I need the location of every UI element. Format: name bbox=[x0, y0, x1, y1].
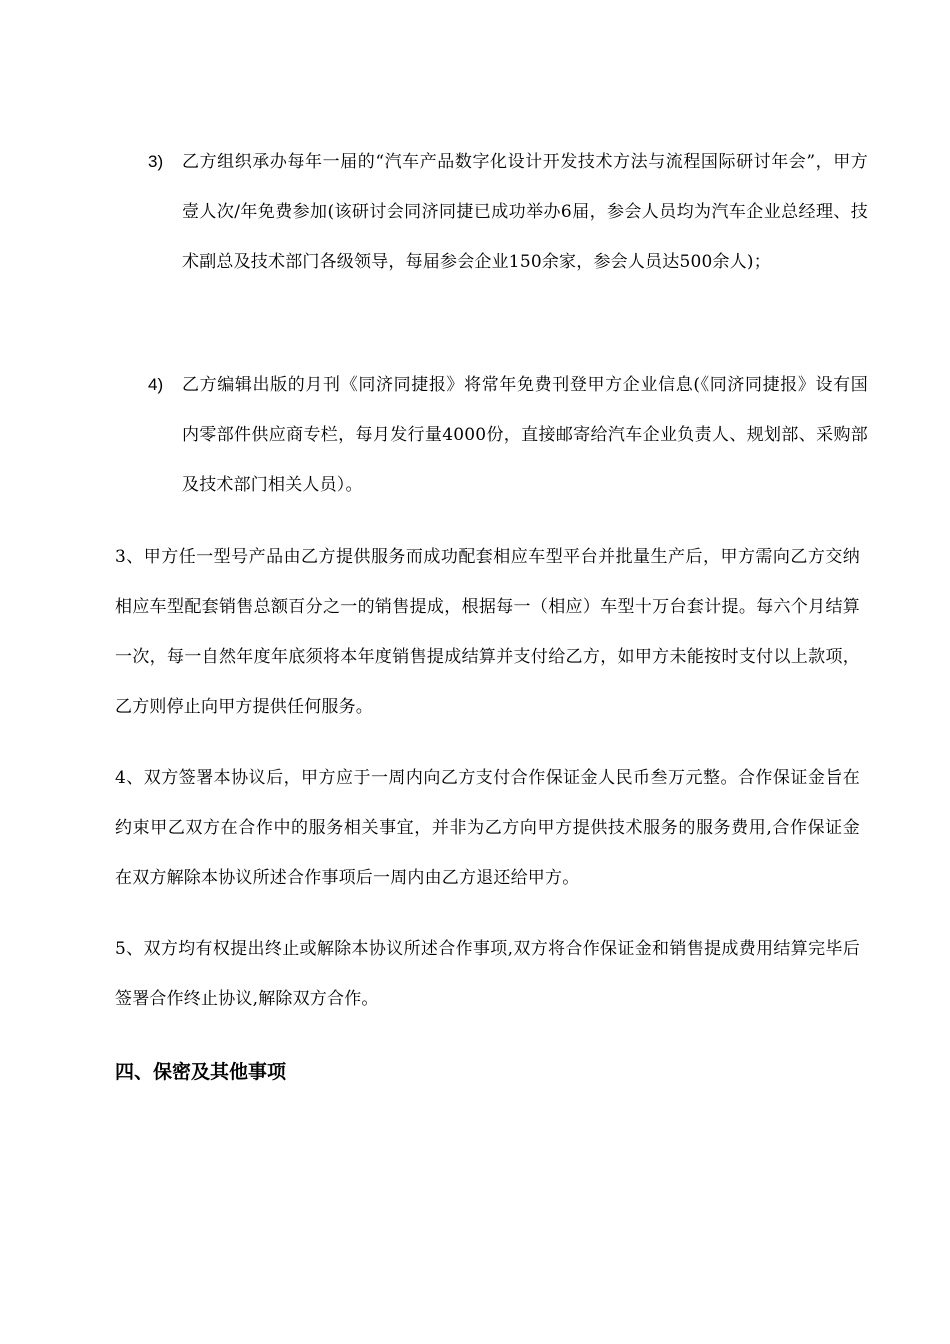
clause-4: 4、双方签署本协议后，甲方应于一周内向乙方支付合作保证金人民币叁万元整。合作保证金旨在约束甲乙双方在合作中的服务相关事宜，并非为乙方向甲方提供技术服务的服务费用,合作保证金在双方解除本协议所述合作事项后一周内由乙方退还给甲方。 bbox=[115, 768, 860, 888]
sub-item-4 bbox=[148, 360, 868, 510]
clause-3: 3、甲方任一型号产品由乙方提供服务而成功配套相应车型平台并批量生产后，甲方需向乙方交纳相应车型配套销售总额百分之一的销售提成，根据每一（相应）车型十万台套计提。每六个月结算一次，每一自然年度年底须将本年度销售提成结算并支付给乙方，如甲方未能按时支付以上款项，乙方则停止向甲方提供任何服务。 bbox=[115, 547, 860, 717]
section-heading: 四、保密及其他事项 bbox=[115, 1061, 287, 1083]
sub-item-number: 4) bbox=[148, 375, 164, 394]
sub-item-text: 乙方编辑出版的月刊《同济同捷报》将常年免费刊登甲方企业信息(《同济同捷报》设有国内零部件供应商专栏，每月发行量4000份，直接邮寄给汽车企业负责人、规划部、采购部及技术部门相关人员）。 bbox=[182, 375, 868, 495]
sub-item-text: 乙方组织承办每年一届的“汽车产品数字化设计开发技术方法与流程国际研讨年会”，甲方壹人次/年免费参加(该研讨会同济同捷已成功举办6届，参会人员均为汽车企业总经理、技术副总及技术部门各级领导，每届参会企业150余家，参会人员达500余人)； bbox=[182, 152, 868, 272]
clause-5: 5、双方均有权提出终止或解除本协议所述合作事项,双方将合作保证金和销售提成费用结算完毕后签署合作终止协议,解除双方合作。 bbox=[115, 939, 860, 1009]
sub-item-number: 3) bbox=[148, 152, 164, 171]
sub-item-3 bbox=[148, 137, 868, 287]
